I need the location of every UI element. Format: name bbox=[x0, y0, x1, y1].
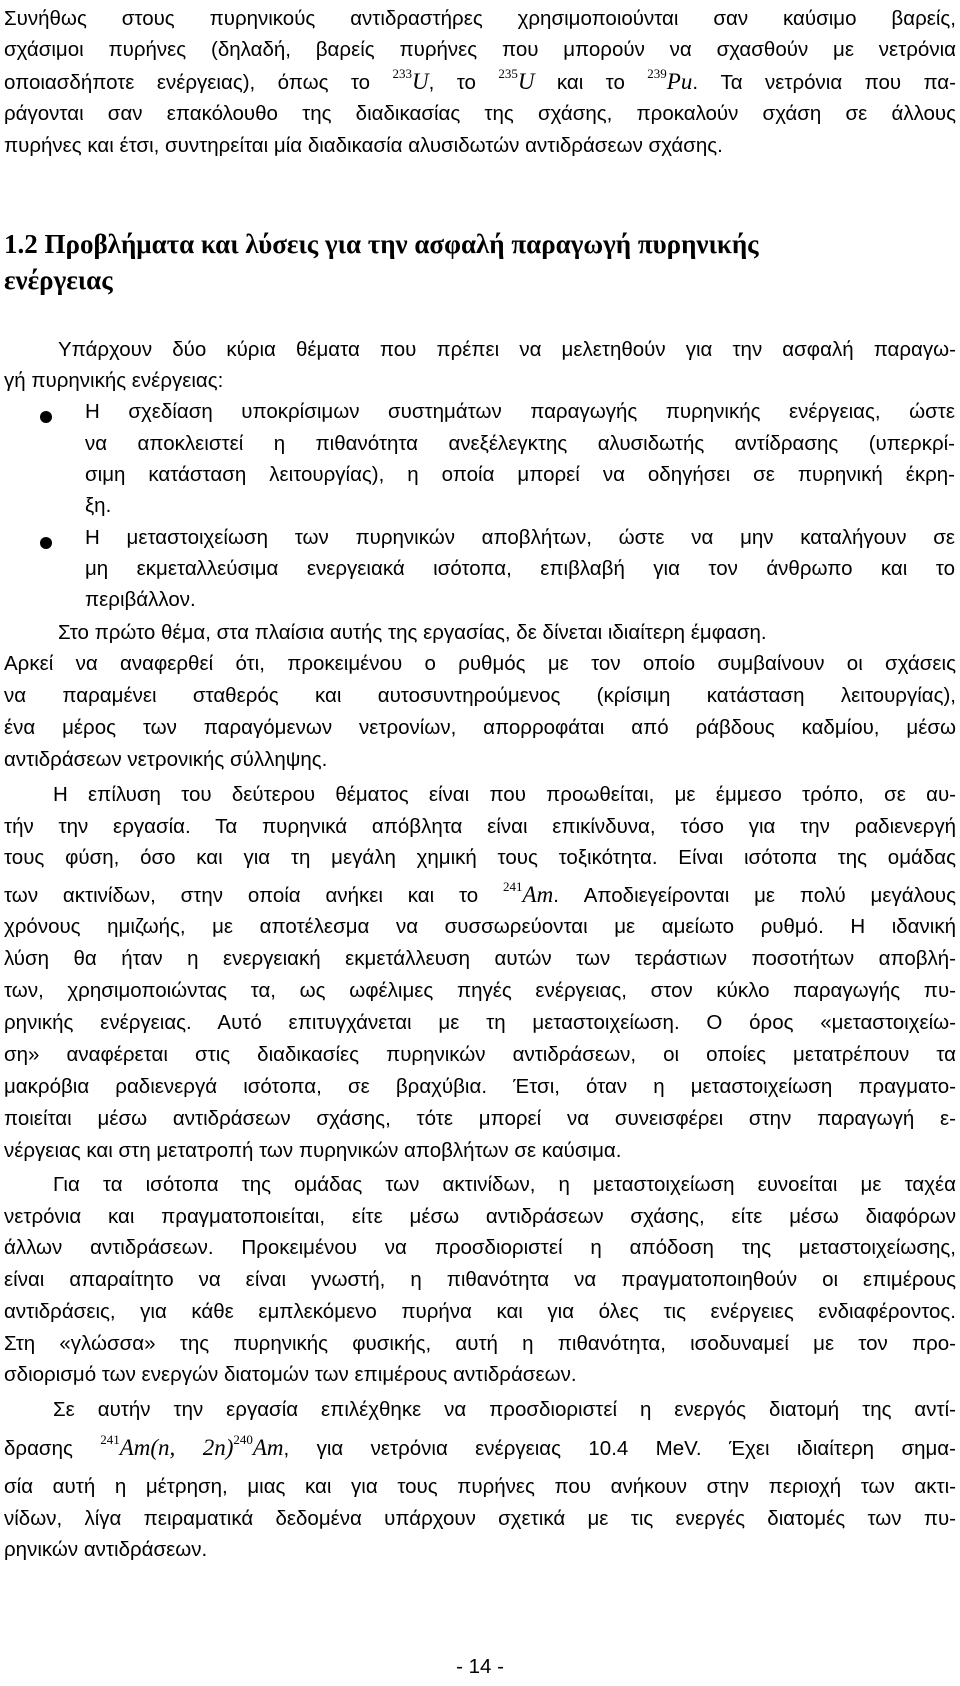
bullet-line: μη εκμεταλλεύσιμα ενεργειακά ισότοπα, επιβλαβή για τον άνθρωπο και το bbox=[85, 557, 955, 580]
intro-line-5: πυρήνες και έτσι, συντηρείται μία διαδικασία αλυσιδωτών αντιδράσεων σχάσης. bbox=[4, 134, 723, 157]
bullet-line: Η σχεδίαση υποκρίσιμων συστημάτων παραγωγής πυρηνικής ενέργειας, ώστε bbox=[85, 400, 955, 423]
isotope-mass: 241 bbox=[503, 879, 523, 894]
isotope-symbol: Am bbox=[119, 1435, 151, 1460]
paragraph-line: σία αυτή η μέτρηση, μιας και για τους πυρήνες που ανήκουν στην περιοχή των ακτι- bbox=[4, 1475, 956, 1498]
section-heading-line-2: ενέργειας bbox=[4, 265, 113, 295]
bullet-icon bbox=[40, 537, 52, 549]
intro-line-4: ράγονται σαν επακόλουθο της διαδικασίας της σχάσης, προκαλούν σχάση σε άλλους bbox=[4, 102, 956, 125]
paragraph-text: των ακτινίδων, στην οποία ανήκει και το bbox=[4, 884, 479, 907]
isotope-mass: 235 bbox=[498, 66, 518, 81]
paragraph-line: Η επίλυση του δεύτερου θέματος είναι που προωθείται, με έμμεσο τρόπο, σε αυ- bbox=[53, 783, 956, 806]
paragraph-line bbox=[4, 879, 957, 908]
paragraph-line: άλλων αντιδράσεων. Προκειμένου να προσδιοριστεί η απόδοση της μεταστοιχείωσης, bbox=[4, 1236, 956, 1259]
paragraph-line: είναι απαραίτητο να είναι γνωστή, η πιθανότητα να πραγματοποιηθούν οι επιμέρους bbox=[4, 1268, 956, 1291]
paragraph-text: . Αποδιεγείρονται με πολύ μεγάλους bbox=[553, 884, 957, 907]
paragraph-line: νέργειας και στη μετατροπή των πυρηνικών αποβλήτων σε καύσιμα. bbox=[4, 1139, 622, 1162]
intro-line-3 bbox=[4, 66, 956, 95]
paragraph-line: Αρκεί να αναφερθεί ότι, προκειμένου ο ρυθμός με τον οποίο συμβαίνουν οι σχάσεις bbox=[4, 652, 956, 675]
paragraph-line: να παραμένει σταθερός και αυτοσυντηρούμενος (κρίσιμη κατάσταση λειτουργίας), bbox=[4, 684, 956, 707]
intro-text: οποιασδήποτε ενέργειας), όπως το bbox=[4, 71, 371, 94]
isotope-symbol: Pu bbox=[666, 69, 693, 94]
isotope-mass: 233 bbox=[392, 66, 412, 81]
paragraph-line: σδιορισμό των ενεργών διατομών των επιμέρους αντιδράσεων. bbox=[4, 1363, 577, 1386]
paragraph-line: Υπάρχουν δύο κύρια θέματα που πρέπει να μελετηθούν για την ασφαλή παραγω- bbox=[58, 338, 956, 361]
paragraph-line: αντιδράσεις, για κάθε εμπλεκόμενο πυρήνα και για όλες τις ενέργειες ενδιαφέροντος. bbox=[4, 1300, 956, 1323]
bullet-line: να αποκλειστεί η πιθανότητα ανεξέλεγκτης αλυσιδωτής αντίδρασης (υπερκρί- bbox=[85, 432, 955, 455]
bullet-icon bbox=[40, 411, 52, 423]
isotope-symbol: Am bbox=[522, 882, 554, 907]
paragraph-line: λύση θα ήταν η ενεργειακή εκμετάλλευση αυτών των τεράστιων ποσοτήτων αποβλή- bbox=[4, 947, 956, 970]
paragraph-line: ρηνικής ενέργειας. Αυτό επιτυγχάνεται με τη μεταστοιχείωση. Ο όρος «μεταστοιχείω- bbox=[4, 1011, 956, 1034]
isotope-mass: 240 bbox=[233, 1432, 253, 1447]
paragraph-line: Στη «γλώσσα» της πυρηνικής φυσικής, αυτή η πιθανότητα, ισοδυναμεί με τον προ- bbox=[4, 1332, 956, 1355]
reaction-particles: (n, 2n) bbox=[150, 1435, 234, 1460]
isotope-mass: 241 bbox=[100, 1432, 120, 1447]
paragraph-line: τους φύση, όσο και για τη μεγάλη χημική τους τοξικότητα. Είναι ισότοπα της ομάδας bbox=[4, 846, 956, 869]
isotope-symbol: U bbox=[412, 69, 429, 94]
paragraph-text: δρασης bbox=[4, 1437, 73, 1460]
intro-text: , το bbox=[428, 71, 476, 94]
section-heading-line-1: 1.2 Προβλήματα και λύσεις για την ασφαλή παραγωγή πυρηνικής bbox=[4, 229, 759, 259]
paragraph-line: γή πυρηνικής ενέργειας: bbox=[4, 369, 224, 392]
paragraph-text: , για νετρόνια ενέργειας 10.4 MeV. Έχει ιδιαίτερη σημα- bbox=[283, 1437, 956, 1460]
paragraph-line: αντιδράσεων νετρονικής σύλληψης. bbox=[4, 748, 328, 771]
bullet-line: Η μεταστοιχείωση των πυρηνικών αποβλήτων, ώστε να μην καταλήγουν σε bbox=[85, 526, 955, 549]
paragraph-line: νετρόνια και πραγματοποιείται, είτε μέσω αντιδράσεων σχάσης, είτε μέσω διαφόρων bbox=[4, 1205, 956, 1228]
intro-line-1: Συνήθως στους πυρηνικούς αντιδραστήρες χρησιμοποιούνται σαν καύσιμο βαρείς, bbox=[4, 7, 956, 30]
bullet-line: περιβάλλον. bbox=[85, 588, 196, 611]
paragraph-line: μακρόβια ραδιενεργά ισότοπα, σε βραχύβια. Έτσι, όταν η μεταστοιχείωση πραγματο- bbox=[4, 1075, 956, 1098]
paragraph-line: χρόνους ημιζωής, με αποτέλεσμα να συσσωρεύονται με αμείωτο ρυθμό. Η ιδανική bbox=[4, 915, 956, 938]
intro-line-2: σχάσιμοι πυρήνες (δηλαδή, βαρείς πυρήνες που μπορούν να σχασθούν με νετρόνια bbox=[4, 38, 956, 61]
paragraph-line: ένα μέρος των παραγόμενων νετρονίων, απορροφάται από ράβδους καδμίου, μέσω bbox=[4, 716, 956, 739]
intro-text: και το bbox=[556, 71, 625, 94]
paragraph-line bbox=[4, 1432, 956, 1461]
paragraph-line: νίδων, λίγα πειραματικά δεδομένα υπάρχουν σχετικά με τις ενεργές διατομές των πυ- bbox=[4, 1507, 956, 1530]
isotope-mass: 239 bbox=[647, 66, 667, 81]
paragraph-line: ρηνικών αντιδράσεων. bbox=[4, 1538, 208, 1561]
paragraph-line: τήν την εργασία. Τα πυρηνικά απόβλητα είναι επικίνδυνα, τόσο για την ραδιενεργή bbox=[4, 815, 956, 838]
paragraph-line: Για τα ισότοπα της ομάδας των ακτινίδων, η μεταστοιχείωση ευνοείται με ταχέα bbox=[53, 1173, 956, 1196]
bullet-line: σιμη κατάσταση λειτουργίας), η οποία μπορεί να οδηγήσει σε πυρηνική έκρη- bbox=[85, 463, 955, 486]
isotope-symbol: U bbox=[517, 69, 535, 94]
paragraph-line: των, χρησιμοποιώντας τα, ως ωφέλιμες πηγές ενέργειας, στον κύκλο παραγωγής πυ- bbox=[4, 979, 956, 1002]
paragraph-line: Στο πρώτο θέμα, στα πλαίσια αυτής της εργασίας, δε δίνεται ιδιαίτερη έμφαση. bbox=[58, 621, 767, 644]
isotope-symbol: Am bbox=[252, 1435, 284, 1460]
bullet-line: ξη. bbox=[85, 494, 112, 517]
page-number: - 14 - bbox=[456, 1655, 504, 1678]
intro-text: . Τα νετρόνια που πα- bbox=[692, 71, 956, 94]
paragraph-line: Σε αυτήν την εργασία επιλέχθηκε να προσδιοριστεί η ενεργός διατομή της αντί- bbox=[53, 1398, 956, 1421]
paragraph-line: ση» αναφέρεται στις διαδικασίες πυρηνικών αντιδράσεων, οι οποίες μετατρέπουν τα bbox=[4, 1043, 956, 1066]
paragraph-line: ποιείται μέσω αντιδράσεων σχάσης, τότε μπορεί να συνεισφέρει στην παραγωγή ε- bbox=[4, 1107, 956, 1130]
